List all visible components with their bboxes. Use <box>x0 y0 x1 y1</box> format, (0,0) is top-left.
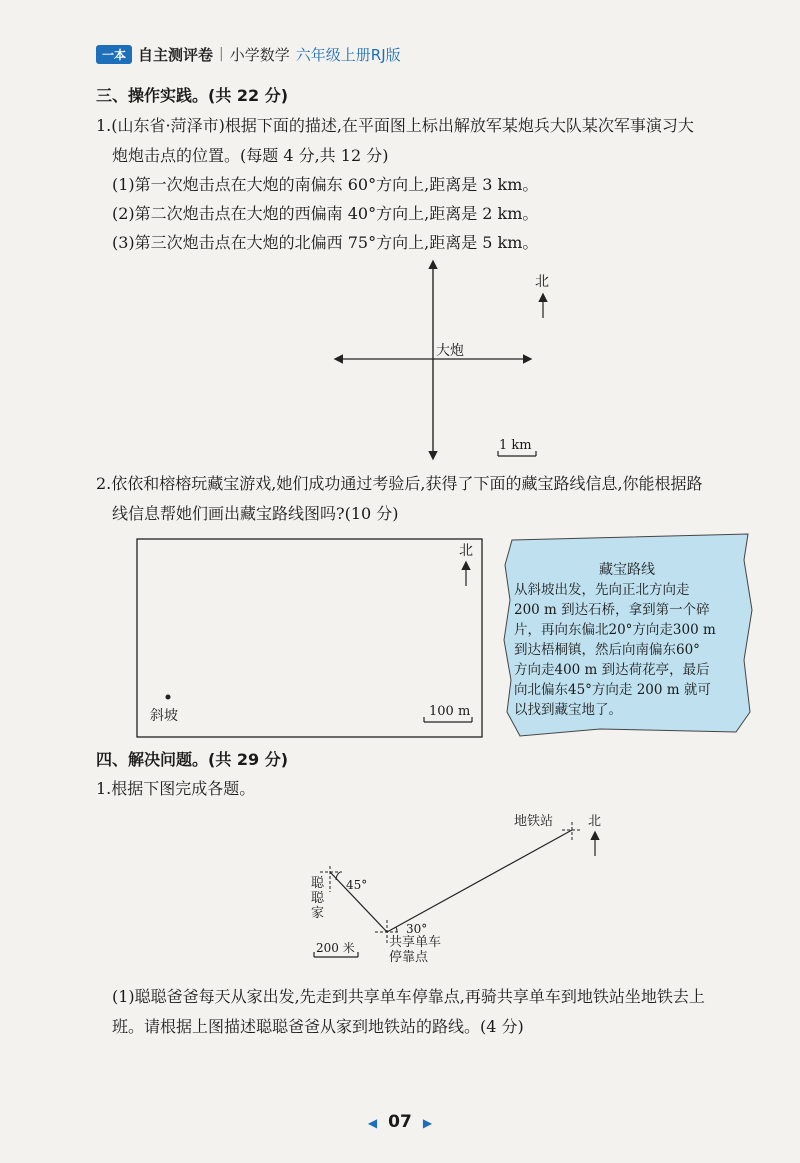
north-label-1: 北 <box>535 274 549 290</box>
header-separator: | <box>219 46 224 62</box>
home-label-1: 聪 <box>311 876 325 891</box>
scale-label-1: 1 km <box>499 438 532 453</box>
s4-q1-sub1-line1: (1)聪聪爸爸每天从家出发,先走到共享单车停靠点,再骑共享单车到地铁站坐地铁去上 <box>112 987 705 1006</box>
s4-q1-text: 1.根据下图完成各题。 <box>96 779 256 798</box>
route-bike-to-subway <box>387 830 572 932</box>
angle-45-label: 45° <box>346 878 368 892</box>
section-3-title: 三、操作实践。(共 22 分) <box>96 86 289 105</box>
page-footer <box>0 1112 800 1132</box>
treasure-line: 片，再向东偏北20°方向走300 m <box>514 622 716 638</box>
treasure-line: 到达梧桐镇，然后向南偏东60° <box>514 642 700 658</box>
q1-item-2: (2)第二次炮击点在大炮的西偏南 40°方向上,距离是 2 km。 <box>112 204 539 223</box>
q1-text-line2: 炮炮击点的位置。(每题 4 分,共 12 分) <box>112 146 389 165</box>
scale-label-3: 200 米 <box>316 941 355 955</box>
treasure-line: 方向走400 m 到达荷花亭，最后 <box>514 662 710 678</box>
home-label-3: 家 <box>311 906 325 921</box>
treasure-line: 以找到藏宝地了。 <box>514 702 622 718</box>
q2-text-line2: 线信息帮她们画出藏宝路线图吗?(10 分) <box>112 504 399 523</box>
north-label-3: 北 <box>588 814 602 829</box>
q2-text-line1: 2.依依和榕榕玩藏宝游戏,她们成功通过考验后,获得了下面的藏宝路线信息,你能根据路 <box>96 474 703 493</box>
header-grade: 六年级上册RJ版 <box>295 45 401 64</box>
treasure-line: 200 m 到达石桥，拿到第一个碎 <box>514 602 710 618</box>
bike-stop-label-2: 停靠点 <box>389 950 429 965</box>
page-number: 07 <box>388 1112 412 1132</box>
s4-q1-sub1-line2: 班。请根据上图描述聪聪爸爸从家到地铁站的路线。(4 分) <box>112 1017 524 1036</box>
treasure-line: 向北偏东45°方向走 200 m 就可 <box>514 682 711 698</box>
scale-label-2: 100 m <box>429 704 471 719</box>
treasure-note <box>505 560 749 720</box>
prev-page-icon: ◀ <box>367 1116 378 1130</box>
subway-label: 地铁站 <box>514 814 554 829</box>
angle-30-label: 30° <box>406 922 428 936</box>
start-point-dot <box>166 695 171 700</box>
publisher-logo: 一本 <box>96 45 132 64</box>
north-label-2: 北 <box>459 543 473 559</box>
next-page-icon: ▶ <box>422 1116 433 1130</box>
q1-item-1: (1)第一次炮击点在大炮的南偏东 60°方向上,距离是 3 km。 <box>112 175 539 194</box>
header-series: 自主测评卷 <box>138 45 214 64</box>
bike-stop-label-1: 共享单车 <box>389 935 442 950</box>
header-subject: 小学数学 <box>229 45 290 64</box>
q1-text-line1: 1.(山东省·菏泽市)根据下面的描述,在平面图上标出解放军某炮兵大队某次军事演习大 <box>96 116 694 135</box>
home-label-2: 聪 <box>311 891 325 906</box>
treasure-line: 从斜坡出发，先向正北方向走 <box>514 582 690 598</box>
section-4-title: 四、解决问题。(共 29 分) <box>96 750 289 769</box>
treasure-title: 藏宝路线 <box>599 562 655 578</box>
q1-item-3: (3)第三次炮击点在大炮的北偏西 75°方向上,距离是 5 km。 <box>112 233 539 252</box>
start-label: 斜坡 <box>150 708 178 724</box>
cannon-label: 大炮 <box>436 343 464 359</box>
